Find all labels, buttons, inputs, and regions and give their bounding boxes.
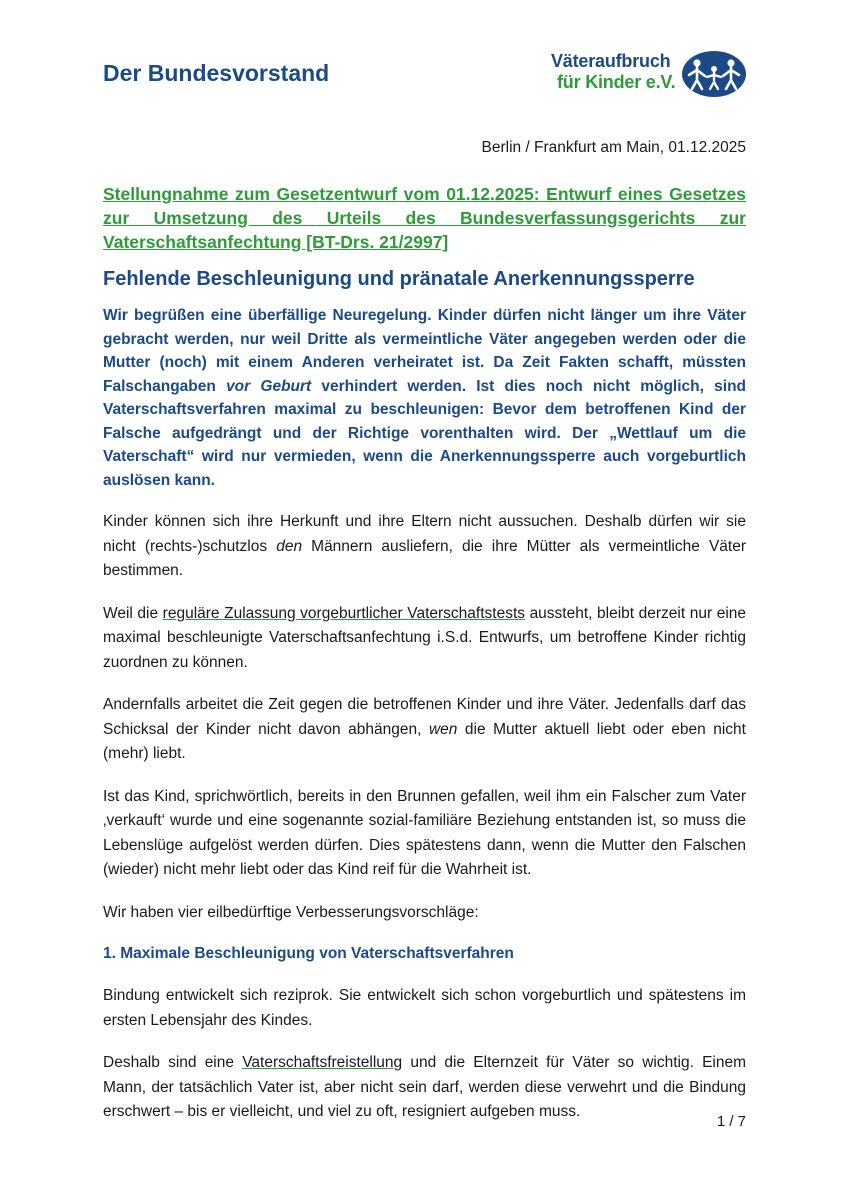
paternity-leave-link[interactable]: Vaterschaftsfreistellung xyxy=(242,1054,403,1071)
document-body xyxy=(103,182,746,1125)
paragraph-5: Wir haben vier eilbedürftige Verbesserungsvorschläge: xyxy=(103,903,479,921)
paragraph-7: Deshalb sind eine Vaterschaftsfreistellung und die Elternzeit für Väter so wichtig. Einem Mann, der tatsächlich Vater ist, aber nicht sein darf, werden diese verwehrt und die Bindung erschwert – bis er vielleicht, und viel zu oft, resigniert aufgeben muss. xyxy=(103,1054,747,1120)
family-figures-logo-icon xyxy=(681,50,747,98)
lead-paragraph: Wir begrüßen eine überfällige Neuregelung. Kinder dürfen nicht länger um ihre Väter gebracht werden, nur weil Dritte als vermeintliche Väter angegeben werden oder die Mutter (noch) mit einem Anderen verheiratet ist. Da Zeit Fakten schafft, müssten Falschangaben vor Geburt verhindert werden. Ist dies noch nicht möglich, sind Vaterschaftsverfahren maximal zu beschleunigen: Bevor dem betroffenen Kind der Falsche aufgedrängt und der Richtige vorenthalten wird. Der „Wettlauf um die Vaterschaft“ wird nur vermieden, wenn die Anerkennungssperre auch vorgeburtlich auslösen kann. xyxy=(103,307,747,489)
page-number: 1 / 7 xyxy=(716,1113,746,1130)
lead-emphasis: vor Geburt xyxy=(226,377,312,395)
paragraph-1-emphasis: den xyxy=(276,537,303,555)
org-logo xyxy=(551,50,747,100)
logo-line-1: Väteraufbruch xyxy=(551,51,671,71)
document-title: Stellungnahme zum Gesetzentwurf vom 01.12.2025: Entwurf eines Gesetzes zur Umsetzung des Urteils des Bundesverfassungsgerichts zur Vaterschaftsanfechtung [BT-Drs. 21/2997] xyxy=(103,184,746,252)
org-title: Der Bundesvorstand xyxy=(103,60,330,86)
paragraph-3: Andernfalls arbeitet die Zeit gegen die betroffenen Kinder und ihre Väter. Jedenfalls darf das Schicksal der Kinder nicht davon abhängen, wen die Mutter aktuell liebt oder eben nicht (mehr) liebt. xyxy=(103,696,746,762)
paragraph-4: Ist das Kind, sprichwörtlich, bereits in den Brunnen gefallen, weil ihm ein Falscher zum Vater ‚verkauft‘ wurde und eine sogenannte sozial-familiäre Beziehung entstanden ist, so muss die Lebenslüge aufgelöst werden dürfen. Dies spätestens dann, wenn die Mutter den Falschen (wieder) nicht mehr liebt oder das Kind reif für die Wahrheit ist. xyxy=(103,787,746,878)
paragraph-3-emphasis: wen xyxy=(428,720,458,738)
section-1-heading: 1. Maximale Beschleunigung von Vaterschaftsverfahren xyxy=(103,945,514,962)
logo-wordmark xyxy=(551,51,675,93)
prenatal-tests-link[interactable]: reguläre Zulassung vorgeburtlicher Vaterschaftstests xyxy=(162,604,525,622)
paragraph-2: Weil die reguläre Zulassung vorgeburtlicher Vaterschaftstests aussteht, bleibt derzeit nur eine maximal beschleunigte Vaterschaftsanfechtung i.S.d. Entwurfs, um betroffene Kinder richtig zuordnen zu können. xyxy=(103,604,746,671)
paragraph-6: Bindung entwickelt sich reziprok. Sie entwickelt sich schon vorgeburtlich und spätestens im ersten Lebensjahr des Kindes. xyxy=(103,987,746,1029)
paragraph-1: Kinder können sich ihre Herkunft und ihre Eltern nicht aussuchen. Deshalb dürfen wir sie nicht (rechts-)schutzlos den Männern ausliefern, die ihre Mütter als vermeintliche Väter bestimmen. xyxy=(103,513,746,579)
document-subtitle: Fehlende Beschleunigung und pränatale Anerkennungssperre xyxy=(103,268,695,290)
dateline: Berlin / Frankfurt am Main, 01.12.2025 xyxy=(481,139,746,156)
logo-line-2: für Kinder e.V. xyxy=(557,72,676,92)
